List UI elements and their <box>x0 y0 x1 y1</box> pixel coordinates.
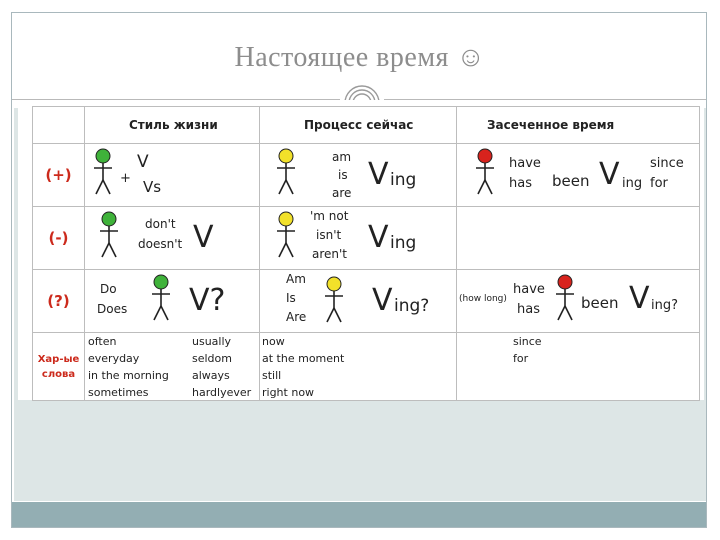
header-perfect: Засеченное время <box>457 107 700 144</box>
aux-am-q: Am <box>286 272 306 286</box>
verb-v: V <box>368 220 389 255</box>
time-since: since <box>650 156 684 171</box>
cell-positive-simple <box>85 144 260 207</box>
been: been <box>552 172 590 190</box>
cell-negative-continuous <box>260 207 457 270</box>
aux-is-q: Is <box>286 291 296 305</box>
verb-v: V <box>599 157 620 192</box>
suffix-ing: ing <box>390 170 417 190</box>
verb-v: V <box>368 157 389 192</box>
signal-label-line-1: Хар-ые <box>37 353 80 365</box>
aux-dont: don't <box>145 217 176 231</box>
header-simple: Стиль жизни <box>85 107 260 144</box>
aux-has: has <box>517 302 540 317</box>
row-label-question: (?) <box>33 270 85 333</box>
cell-question-perfect <box>457 270 700 333</box>
aux-m-not: 'm not <box>310 209 349 223</box>
cell-signal-continuous <box>260 333 457 401</box>
red-figure-icon <box>553 274 577 322</box>
aux-have: have <box>513 282 545 297</box>
suffix-ing: ing <box>390 233 417 253</box>
list-item: right now <box>262 386 315 399</box>
list-item: sometimes <box>88 386 149 399</box>
table-row-positive <box>33 144 700 207</box>
yellow-figure-icon <box>274 211 298 259</box>
cell-question-simple <box>85 270 260 333</box>
aux-doesnt: doesn't <box>138 237 183 251</box>
list-item: seldom <box>192 352 232 365</box>
list-item: hardlyever <box>192 386 252 399</box>
plus-sign: + <box>120 171 131 186</box>
signal-list-perfect <box>513 333 542 367</box>
cell-negative-perfect <box>457 207 700 270</box>
aux-are-q: Are <box>286 310 307 324</box>
verb-s: Vs <box>143 178 162 196</box>
header-empty <box>33 107 85 144</box>
tense-table <box>32 106 700 401</box>
row-label-negative: (-) <box>33 207 85 270</box>
list-item: usually <box>192 335 232 348</box>
table-row-question <box>33 270 700 333</box>
list-item: still <box>262 369 282 382</box>
aux-arent: aren't <box>312 247 348 261</box>
signal-list-continuous <box>262 333 344 401</box>
slide-bottom-band <box>12 502 706 527</box>
header-continuous: Процесс сейчас <box>260 107 457 144</box>
been: been <box>581 294 619 312</box>
aux-have: have <box>509 156 541 171</box>
verb-v: V <box>629 281 650 316</box>
yellow-figure-icon <box>322 276 346 324</box>
red-figure-icon <box>473 148 497 196</box>
verb-v: V <box>372 283 393 318</box>
cell-signal-simple <box>85 333 260 401</box>
cell-positive-continuous <box>260 144 457 207</box>
suffix-ing-question: ing? <box>651 298 679 313</box>
suffix-ing-question: ing? <box>394 296 430 316</box>
suffix-ing: ing <box>622 176 643 191</box>
row-label-positive: (+) <box>33 144 85 207</box>
signal-list-simple-1 <box>88 333 169 401</box>
list-item: for <box>513 352 529 365</box>
cell-question-continuous <box>260 270 457 333</box>
slide-title: Настоящее время ☺ <box>234 42 486 73</box>
table-row-signal-words <box>33 333 700 401</box>
aux-has: has <box>509 176 532 191</box>
how-long: (how long) <box>459 294 507 304</box>
list-item: at the moment <box>262 352 345 365</box>
time-for: for <box>650 176 668 191</box>
signal-list-simple-2 <box>192 333 251 401</box>
aux-are: are <box>332 186 352 200</box>
list-item: since <box>513 335 542 348</box>
aux-do: Do <box>100 282 117 296</box>
list-item: always <box>192 369 230 382</box>
aux-isnt: isn't <box>316 228 342 242</box>
list-item: now <box>262 335 285 348</box>
list-item: often <box>88 335 117 348</box>
cell-signal-perfect <box>457 333 700 401</box>
row-label-signal-words <box>33 333 85 401</box>
verb-v-question: V? <box>189 283 226 318</box>
aux-is: is <box>338 168 348 182</box>
header-row <box>33 107 700 144</box>
green-figure-icon <box>91 148 115 196</box>
verb-v: V <box>193 220 214 255</box>
list-item: everyday <box>88 352 140 365</box>
aux-does: Does <box>97 302 128 316</box>
yellow-figure-icon <box>274 148 298 196</box>
cell-positive-perfect <box>457 144 700 207</box>
table-row-negative <box>33 207 700 270</box>
signal-label-line-2: слова <box>41 368 76 380</box>
aux-am: am <box>332 150 352 164</box>
green-figure-icon <box>97 211 121 259</box>
green-figure-icon <box>149 274 173 322</box>
verb-base: V <box>137 152 149 172</box>
list-item: in the morning <box>88 369 169 382</box>
cell-negative-simple <box>85 207 260 270</box>
